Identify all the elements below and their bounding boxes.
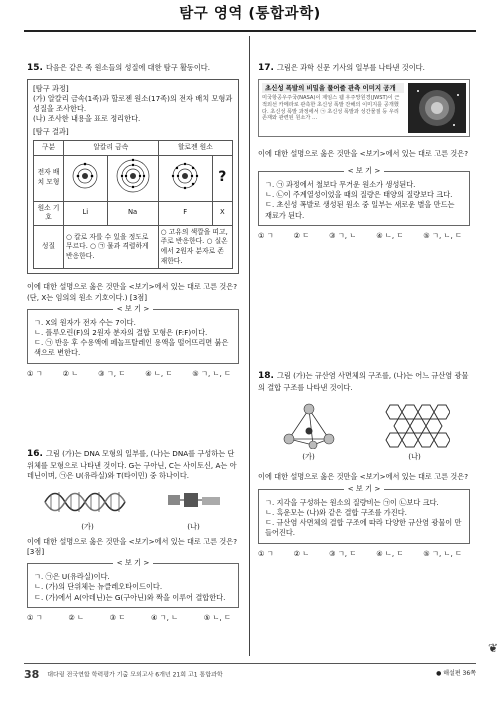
article-headline: 초신성 폭발의 비밀을 풀어줄 관측 이미지 공개	[262, 83, 404, 93]
bogi-title: < 보 기 >	[113, 558, 154, 567]
table-row	[34, 140, 233, 155]
option[interactable]: ② ㄴ	[62, 368, 79, 378]
bogi-title: < 보 기 >	[344, 484, 385, 493]
q16-question: 그림 (가)는 DNA 모형의 일부를, (나)는 DNA를 구성하는 단위체를 모형으로 나타낸 것이다. G는 구아닌, C는 사이토신, A는 아데닌이며, ㉠은 U(유라실)와 T(타이민) 중 하나이다.	[27, 449, 237, 480]
question-18	[258, 370, 470, 559]
q16-ask: 이에 대한 설명으로 옳은 것만을 <보기>에서 있는 대로 고른 것은? [3점]	[27, 536, 238, 556]
table-row	[34, 201, 233, 225]
atom-diagram-icon	[170, 161, 200, 191]
option[interactable]: ④ ㄴ, ㄷ	[376, 548, 404, 558]
top-rule	[24, 30, 476, 32]
symbol-cell: Na	[107, 201, 158, 225]
q16-figure-b	[164, 485, 224, 532]
q18-options	[258, 549, 470, 559]
q15-number: 15.	[27, 63, 43, 73]
bogi-item: ㄴ. 플루오린(F)의 2원자 분자의 결합 모형은 (F:F)이다.	[34, 328, 208, 337]
q16-stem	[27, 448, 239, 481]
q15-bogi	[27, 303, 239, 364]
bogi-item: ㄴ. (가)의 단위체는 뉴클레오타이드이다.	[34, 582, 163, 592]
option[interactable]: ③ ㄱ, ㄴ	[329, 230, 357, 240]
table-row	[34, 155, 233, 201]
option[interactable]: ① ㄱ	[258, 230, 274, 240]
question-17	[258, 62, 470, 241]
prop-halogen: ○ 고유의 색깔을 띠고, 주로 반응한다. ○ 실온에서 2원자 분자로 존재한다.	[158, 225, 232, 269]
q17-bogi	[258, 165, 470, 226]
bogi-item: ㄷ. 규산염 사면체의 결합 구조에 따라 다양한 규산염 광물이 만들어진다.	[265, 518, 462, 538]
q17-ask: 이에 대한 설명으로 옳은 것만을 <보기>에서 있는 대로 고른 것은?	[258, 148, 469, 158]
q17-number: 17.	[258, 63, 274, 73]
table-header: 구분	[34, 140, 64, 155]
bogi-item: ㄷ. (가)에서 A(아데닌)는 G(구아닌)와 짝을 이루어 결합한다.	[34, 592, 226, 602]
q15-ask: 이에 대한 설명으로 옳은 것만을 <보기>에서 있는 대로 고른 것은? (단, X는 임의의 원소 기호이다.) [3점]	[27, 282, 238, 302]
q15-result-label: [탐구 결과]	[33, 126, 69, 136]
q15-inquiry-box	[27, 79, 239, 275]
q15-process-label: [탐구 과정]	[33, 83, 69, 93]
symbol-cell: X	[212, 201, 232, 225]
q15-question: 다음은 같은 족 원소들의 성질에 대한 탐구 활동이다.	[45, 63, 211, 72]
table-row-label: 성질	[34, 225, 64, 269]
atom-model-na	[107, 155, 158, 201]
option[interactable]: ② ㄴ	[293, 548, 310, 558]
figure-label: (나)	[408, 452, 421, 462]
bogi-item: ㄱ. ㉠은 U(유라실)이다.	[34, 572, 110, 582]
supernova-image-icon	[408, 83, 466, 133]
question-15	[27, 62, 239, 379]
table-row-label: 전자 배치 모형	[34, 155, 64, 201]
sheet-structure-icon	[380, 401, 450, 449]
bottom-rule	[24, 663, 476, 664]
option[interactable]: ① ㄱ	[27, 612, 43, 622]
q15-step1: (가) 알칼리 금속(1족)과 할로젠 원소(17족)의 전자 배치 모형과 성질을 조사한다.	[33, 93, 233, 114]
q17-news-clip	[258, 79, 470, 137]
option[interactable]: ⑤ ㄴ, ㄷ	[203, 612, 231, 622]
q16-options	[27, 613, 239, 623]
q16-figures	[27, 485, 239, 532]
q16-bogi	[27, 558, 239, 608]
option[interactable]: ① ㄱ	[258, 548, 274, 558]
q15-step2: (나) 조사한 내용을 표로 정리한다.	[33, 114, 141, 124]
question-16	[27, 448, 239, 623]
option[interactable]: ④ ㄴ, ㄷ	[145, 368, 173, 378]
bogi-title: < 보 기 >	[113, 304, 154, 313]
q16-figure-a	[43, 485, 133, 532]
option[interactable]: ② ㄷ	[293, 230, 310, 240]
prop-alkali: ○ 칼로 자를 수 있을 정도로 무르다. ○ ㉠ 물과 격렬하게 반응한다.	[64, 225, 159, 269]
table-header: 할로젠 원소	[158, 140, 232, 155]
option[interactable]: ③ ㄷ	[109, 612, 126, 622]
q18-stem	[258, 370, 470, 393]
figure-label: (가)	[81, 522, 94, 532]
q18-number: 18.	[258, 371, 274, 381]
article-body: 미국항공우주국(NASA)이 제임스 웹 우주망원경(JWST)이 근적외선 카메라로 관측한 초신성 폭발 잔해의 이미지를 공개했다. 초신성 폭발 과정에서 ㉠ 초신성 폭발과 성간물질 등 우리 존재와 관련된 원소가 …	[262, 95, 400, 122]
bogi-item: ㄴ. ㉡이 주계열성이었을 때의 질량은 태양의 질량보다 크다.	[265, 190, 453, 200]
article-text	[262, 83, 404, 122]
bogi-item: ㄱ. ㉠ 과정에서 철보다 무거운 원소가 생성된다.	[265, 179, 416, 189]
option[interactable]: ③ ㄱ, ㄷ	[98, 368, 126, 378]
option[interactable]: ② ㄴ	[68, 612, 84, 622]
silicate-tetrahedron-icon	[279, 401, 339, 449]
figure-label: (가)	[302, 452, 315, 462]
bogi-item: ㄷ. 초신성 폭발로 생성된 원소 중 일부는 새로운 별을 만드는 재료가 된다.	[265, 200, 455, 220]
q15-options	[27, 369, 239, 379]
footer-text: 대다링 전국연합 학력평가 기출 모의고사 6개년 21회 고1 통합과학	[47, 671, 223, 679]
table-row	[34, 225, 233, 269]
q15-stem	[27, 62, 239, 75]
option[interactable]: ⑤ ㄱ, ㄴ, ㄷ	[192, 368, 231, 378]
q18-bogi	[258, 483, 470, 544]
q18-figures	[258, 401, 470, 462]
q15-result-table	[33, 140, 233, 269]
q17-question: 그림은 과학 신문 기사의 일부를 나타낸 것이다.	[276, 63, 425, 72]
dna-helix-icon	[43, 485, 133, 519]
atom-model-f	[158, 155, 212, 201]
bogi-title: < 보 기 >	[344, 166, 385, 175]
atom-diagram-icon	[70, 161, 100, 191]
page-number: 38	[24, 668, 40, 681]
bogi-item: ㄴ. 흑운모는 (나)와 같은 결합 구조를 가진다.	[265, 507, 407, 517]
bogi-item: ㄷ. ㉠ 반응 후 수용액에 페놀프탈레인 용액을 떨어뜨리면 붉은색으로 변한다.	[34, 338, 229, 358]
option[interactable]: ⑤ ㄱ, ㄴ, ㄷ	[423, 230, 462, 240]
q18-ask: 이에 대한 설명으로 옳은 것만을 <보기>에서 있는 대로 고른 것은?	[258, 472, 469, 482]
nucleotide-icon	[164, 485, 224, 519]
option[interactable]: ④ ㄱ, ㄴ	[150, 612, 179, 622]
bogi-item: ㄱ. 지각을 구성하는 원소의 질량비는 ㉠이 ㉡보다 크다.	[265, 497, 439, 507]
page-title: 탐구 영역 (통합과학)	[179, 6, 321, 22]
answer-reference-text: 해설편 36쪽	[443, 670, 476, 677]
table-row-label: 원소 기호	[34, 201, 64, 225]
unknown-mark: ?	[212, 155, 232, 201]
q18-question: 그림 (가)는 규산염 사면체의 구조를, (나)는 어느 규산염 광물의 결합 구조를 나타낸 것이다.	[258, 371, 469, 392]
symbol-cell: F	[158, 201, 212, 225]
q17-options	[258, 231, 470, 241]
atom-diagram-icon	[115, 158, 151, 194]
option[interactable]: ③ ㄱ, ㄷ	[329, 548, 357, 558]
figure-label: (나)	[187, 522, 200, 532]
q18-figure-a	[279, 401, 339, 462]
q18-figure-b	[380, 401, 450, 462]
column-divider	[249, 36, 250, 656]
bogi-item: ㄱ. X의 원자가 전자 수는 7이다.	[34, 317, 136, 327]
atom-model-li	[64, 155, 108, 201]
q16-number: 16.	[27, 449, 43, 459]
option[interactable]: ④ ㄴ, ㄷ	[376, 230, 404, 240]
q17-stem	[258, 62, 470, 75]
footer	[24, 667, 476, 683]
option[interactable]: ① ㄱ	[27, 368, 43, 378]
symbol-cell: Li	[64, 201, 108, 225]
option[interactable]: ⑤ ㄱ, ㄴ, ㄷ	[423, 548, 462, 558]
corner-mark-icon: ❦	[487, 641, 498, 655]
answer-reference: ● 해설편 36쪽	[436, 670, 476, 677]
table-header: 알칼리 금속	[64, 140, 159, 155]
